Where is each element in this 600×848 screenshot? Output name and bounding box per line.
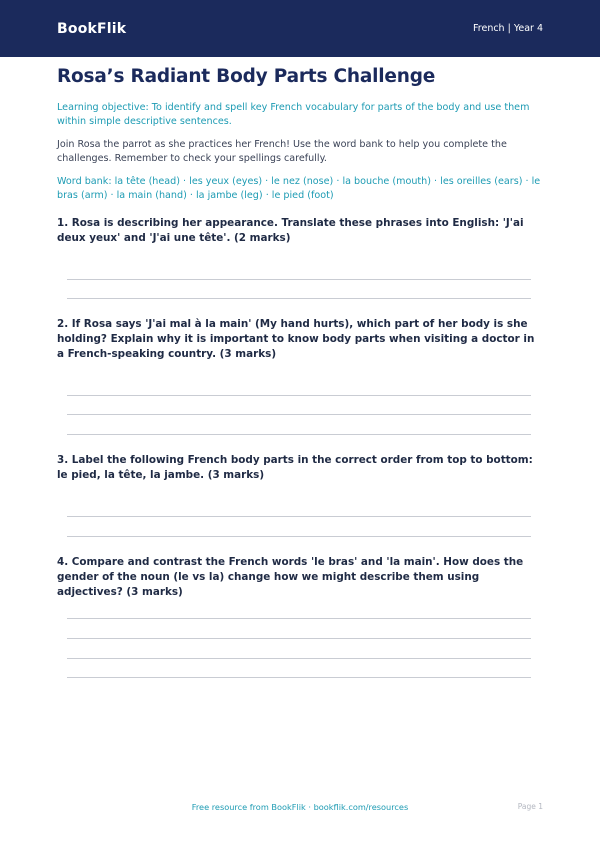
- question-text: 4. Compare and contrast the French words 'le bras' and 'la main'. How does the gender of the noun (le vs la) change how we might describe them using adjectives? (3 marks): [57, 556, 524, 598]
- footer-resource-link[interactable]: Free resource from BookFlik · bookflik.com/resources: [191, 802, 409, 812]
- answer-line[interactable]: [67, 395, 531, 396]
- answer-line[interactable]: [67, 298, 531, 299]
- answer-line[interactable]: [67, 677, 531, 678]
- answer-line[interactable]: [67, 414, 531, 415]
- intro-text: Join Rosa the parrot as she practices her French! Use the word bank to help you complete the challenges. Remember to check your spellings carefully.: [57, 139, 507, 164]
- answer-line[interactable]: [67, 516, 531, 517]
- question-3: [57, 453, 543, 483]
- answer-line[interactable]: [67, 658, 531, 659]
- learning-objective: Learning objective: To identify and spell key French vocabulary for parts of the body and use them within simple descriptive sentences.: [57, 102, 530, 127]
- worksheet-title: Rosa’s Radiant Body Parts Challenge: [57, 66, 436, 87]
- question-1: [57, 216, 543, 246]
- answer-line[interactable]: [67, 279, 531, 280]
- answer-line[interactable]: [67, 536, 531, 537]
- question-text: 1. Rosa is describing her appearance. Translate these phrases into English: 'J'ai deux yeux' and 'J'ai une tête'. (2 marks): [57, 217, 524, 244]
- question-text: 2. If Rosa says 'J'ai mal à la main' (My hand hurts), which part of her body is she holding? Explain why it is important to know body parts when visiting a doctor in a French-speaking country. (3 marks): [57, 318, 535, 360]
- worksheet-intro: [57, 66, 543, 203]
- page-header: [0, 0, 600, 57]
- answer-line[interactable]: [67, 434, 531, 435]
- question-4: [57, 555, 543, 600]
- page-footer: [0, 800, 600, 816]
- word-bank: Word bank: la tête (head) · les yeux (eyes) · le nez (nose) · la bouche (mouth) · les oreilles (ears) · le bras (arm) · la main (hand) · la jambe (leg) · le pied (foot): [57, 176, 541, 201]
- question-2: [57, 317, 543, 362]
- answer-line[interactable]: [67, 638, 531, 639]
- answer-line[interactable]: [67, 618, 531, 619]
- brand-logo-text[interactable]: BookFlik: [57, 20, 127, 37]
- question-text: 3. Label the following French body parts in the correct order from top to bottom: le pied, la tête, la jambe. (3 marks): [57, 454, 533, 481]
- page-number: Page 1: [517, 802, 543, 811]
- subject-year-label: French | Year 4: [473, 23, 543, 34]
